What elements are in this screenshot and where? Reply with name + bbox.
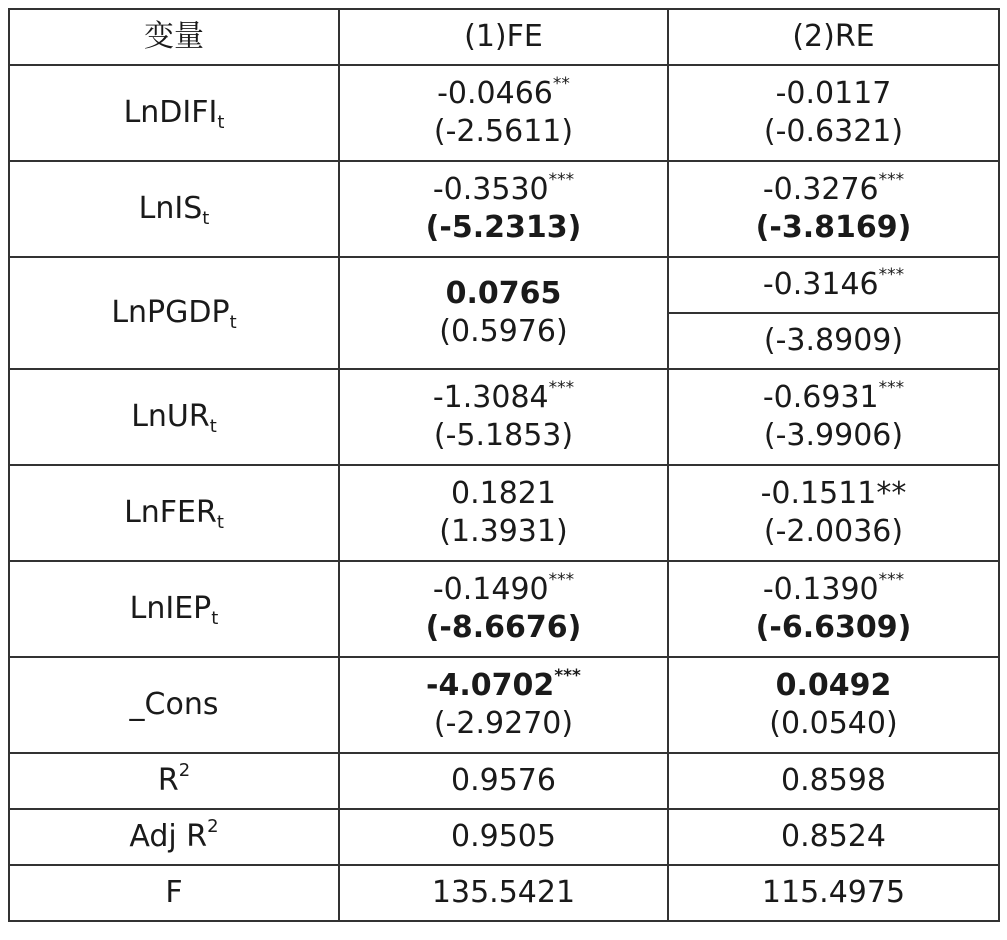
variable-cell: LnUR$_t$ xyxy=(9,369,339,465)
fe-coef: -4.0702 xyxy=(426,668,555,703)
re-coef: -0.1511 xyxy=(760,476,877,511)
re-cell xyxy=(668,465,999,561)
re-stat: 0.8598 xyxy=(668,753,999,809)
header-re: (2)RE xyxy=(668,9,999,65)
fe-cell xyxy=(339,161,668,257)
header-row xyxy=(9,9,999,65)
stat-row xyxy=(9,809,999,865)
header-variable: 变量 xyxy=(9,9,339,65)
re-coef: -0.6931 xyxy=(762,380,879,415)
re-stars: ** xyxy=(876,476,907,511)
re-tstat: (0.0540) xyxy=(769,706,898,741)
re-coef: 0.0492 xyxy=(775,668,892,703)
fe-tstat: (-2.5611) xyxy=(433,114,574,149)
variable-cell: LnIS$_t$ xyxy=(9,161,339,257)
re-cell xyxy=(668,65,999,161)
re-coef: -0.0117 xyxy=(775,76,892,111)
re-cell xyxy=(668,369,999,465)
fe-stat: 135.5421 xyxy=(339,865,668,921)
table-row xyxy=(9,161,999,257)
regression-results-table xyxy=(8,8,1000,922)
variable-cell: LnIEP$_t$ xyxy=(9,561,339,657)
fe-stars: *** xyxy=(554,666,581,686)
stat-row xyxy=(9,865,999,921)
fe-tstat: (0.5976) xyxy=(439,314,568,349)
re-tstat: (-2.0036) xyxy=(763,514,904,549)
fe-cell xyxy=(339,657,668,753)
re-stars: *** xyxy=(878,170,905,190)
re-cell xyxy=(668,561,999,657)
fe-stars: *** xyxy=(548,378,575,398)
re-stat: 0.8524 xyxy=(668,809,999,865)
variable-cell: LnFER$_t$ xyxy=(9,465,339,561)
fe-cell xyxy=(339,561,668,657)
re-stat: 115.4975 xyxy=(668,865,999,921)
fe-stars: ** xyxy=(552,74,570,94)
table-row xyxy=(9,369,999,465)
variable-cell: LnDIFI$_t$ xyxy=(9,65,339,161)
re-tstat: (-0.6321) xyxy=(763,114,904,149)
fe-cell xyxy=(339,465,668,561)
fe-tstat: (-2.9270) xyxy=(433,706,574,741)
table-row xyxy=(9,657,999,753)
re-stars: *** xyxy=(878,570,905,590)
table-row xyxy=(9,561,999,657)
fe-stat: 0.9505 xyxy=(339,809,668,865)
fe-cell xyxy=(339,65,668,161)
re-coef-cell xyxy=(668,257,999,313)
fe-stars: *** xyxy=(548,170,575,190)
fe-coef: -0.1490 xyxy=(432,572,549,607)
re-coef: -0.1390 xyxy=(762,572,879,607)
fe-tstat: (-5.1853) xyxy=(433,418,574,453)
fe-stat: 0.9576 xyxy=(339,753,668,809)
fe-tstat: (1.3931) xyxy=(439,514,568,549)
re-cell xyxy=(668,657,999,753)
re-tstat: (-3.9906) xyxy=(763,418,904,453)
re-tstat: (-3.8909) xyxy=(763,323,904,358)
stat-label-cell: Adj $R^2$ xyxy=(9,809,339,865)
fe-coef: -1.3084 xyxy=(432,380,549,415)
table-row xyxy=(9,465,999,561)
re-coef: -0.3276 xyxy=(762,172,879,207)
fe-coef: -0.3530 xyxy=(432,172,549,207)
header-fe: (1)FE xyxy=(339,9,668,65)
fe-cell xyxy=(339,369,668,465)
re-stars: *** xyxy=(878,265,905,285)
fe-cell xyxy=(339,257,668,369)
table-row xyxy=(9,257,999,313)
stat-label-cell: F xyxy=(9,865,339,921)
re-tstat-cell xyxy=(668,313,999,369)
fe-coef: -0.0466 xyxy=(437,76,553,111)
re-tstat: (-6.6309) xyxy=(755,610,912,645)
re-tstat: (-3.8169) xyxy=(755,210,912,245)
fe-tstat: (-8.6676) xyxy=(425,610,582,645)
fe-coef: 0.0765 xyxy=(445,276,562,311)
re-cell xyxy=(668,161,999,257)
stat-row xyxy=(9,753,999,809)
re-coef: -0.3146 xyxy=(762,267,879,302)
variable-cell: _Cons xyxy=(9,657,339,753)
re-stars: *** xyxy=(878,378,905,398)
table-row xyxy=(9,65,999,161)
fe-tstat: (-5.2313) xyxy=(425,210,582,245)
fe-stars: *** xyxy=(548,570,575,590)
variable-cell: LnPGDP$_t$ xyxy=(9,257,339,369)
fe-coef: 0.1821 xyxy=(451,476,556,511)
stat-label-cell: $R^2$ xyxy=(9,753,339,809)
